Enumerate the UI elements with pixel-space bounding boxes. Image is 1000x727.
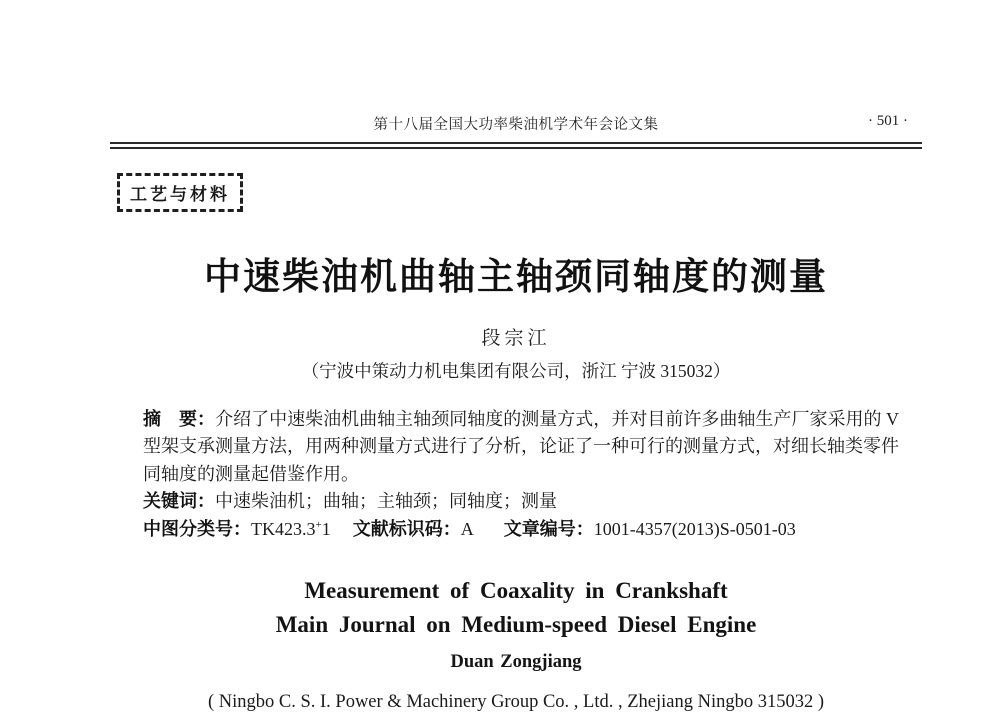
clc-number-group — [143, 519, 331, 539]
article-title-zh: 中速柴油机曲轴主轴颈同轴度的测量 — [204, 256, 828, 297]
keywords-line — [143, 488, 899, 515]
page-number: · 501 · — [868, 113, 908, 129]
affiliation-zh: （宁波中策动力机电集团有限公司，浙江 宁波 315032） — [301, 361, 731, 381]
clc-label: 中图分类号： — [143, 518, 251, 539]
article-title-en-line2: Main Journal on Medium-speed Diesel Engine — [275, 612, 757, 637]
article-title-en — [110, 574, 922, 642]
abstract-paragraph — [143, 406, 899, 488]
document-code-label: 文献标识码： — [352, 518, 461, 539]
abstract-label: 摘 要： — [143, 409, 216, 429]
proceedings-title: 第十八届全国大功率柴油机学术年会论文集 — [373, 117, 659, 133]
affiliation-en: ( Ningbo C. S. I. Power & Machinery Group Co. , Ltd. , Zhejiang Ningbo 315032 ) — [207, 692, 825, 712]
article-id-group — [504, 519, 796, 539]
keywords-label: 关键词： — [143, 491, 215, 512]
front-matter-block — [143, 406, 899, 543]
article-title-en-line1: Measurement of Coaxality in Crankshaft — [304, 578, 728, 603]
keywords-text: 中速柴油机；曲轴；主轴颈；同轴度；测量 — [215, 491, 557, 512]
header-double-rule — [110, 142, 922, 149]
article-id-value: 1001-4357(2013)S-0501-03 — [593, 518, 796, 539]
clc-value-base: TK423.3 — [251, 518, 316, 539]
clc-value — [251, 519, 331, 539]
document-code-group — [353, 519, 474, 539]
category-label: 工艺与材料 — [130, 185, 230, 204]
classification-line — [143, 516, 899, 543]
author-name-zh: 段宗江 — [481, 328, 551, 349]
author-name-en: Duan Zongjiang — [450, 652, 582, 672]
article-id-label: 文章编号： — [503, 518, 594, 539]
clc-value-tail: 1 — [321, 518, 331, 539]
document-code-value: A — [460, 518, 474, 539]
clc-value-superscript: + — [315, 518, 322, 531]
abstract-text: 介绍了中速柴油机曲轴主轴颈同轴度的测量方式，并对目前许多曲轴生产厂家采用的 V 型架支承测量方法，用两种测量方式进行了分析，论证了一种可行的测量方式，对细长轴类零件同轴度的测量起借鉴作用。 — [143, 409, 900, 484]
category-box — [117, 173, 243, 212]
